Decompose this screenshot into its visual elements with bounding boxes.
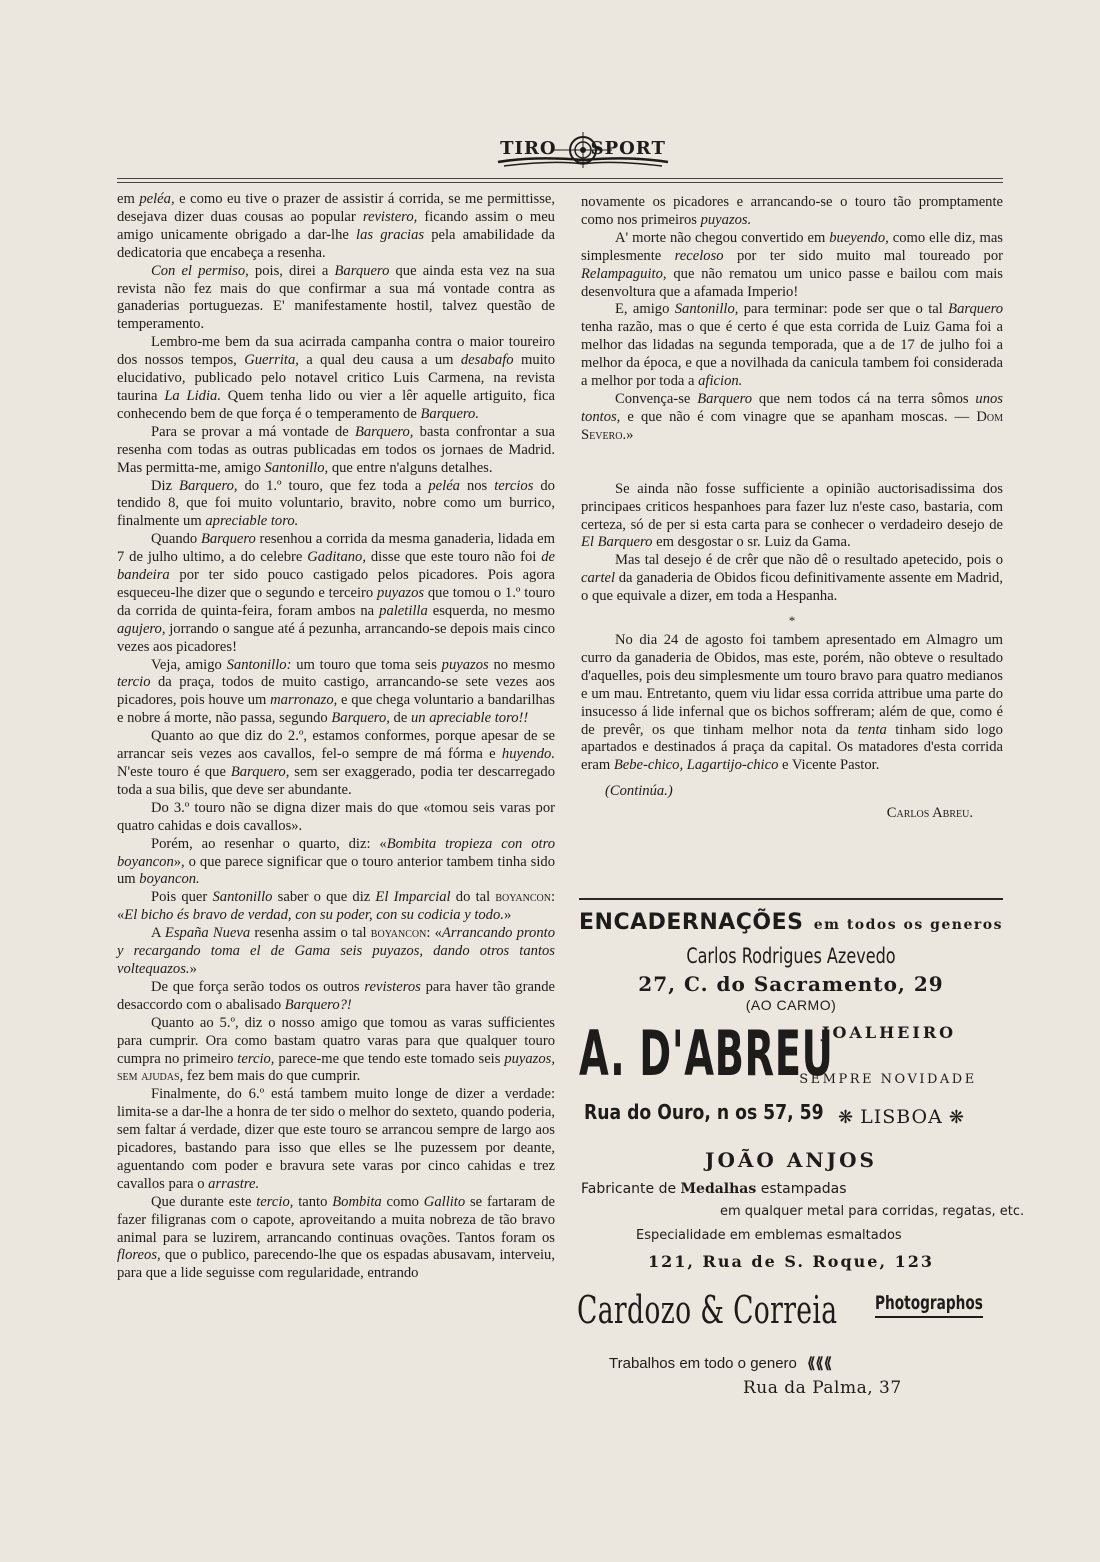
right-column-text-1 <box>581 194 1003 445</box>
paragraph: A España Nueva resenha assim o tal boyancon: «Arrancando pronto y recargando toma el de Gama seis puyazos, dando otros tantos voltequazos.» <box>117 925 556 977</box>
paragraph: Quanto ao 5.º, diz o nosso amigo que tomou as varas sufficientes para cumprir. Ora como bastam quatro varas para que qualquer touro cumpra no primeiro tercio, parece-me que tendo este tomado seis puyazos, sem ajudas, fez bem mais do que cumprir. <box>117 1014 555 1085</box>
ad-abreu-name: A. D'ABREU <box>579 1017 834 1090</box>
paragraph: Se ainda não fosse sufficiente a opinião auctorisadissima dos principaes criticos hespanhoes para fazer luz n'este caso, bastaria, com certeza, só de per si esta carta para se conhecer o verdadeiro desejo de El Barquero em desgostar o sr. Luiz da Gama. <box>581 480 1003 551</box>
ad-cardozo-name: Cardozo & Correia <box>577 1288 838 1332</box>
paragraph: Diz Barquero, do 1.º touro, que fez toda a peléa nos tercios do tendido 8, que foi muito voluntario, bravito, nobre como um burrico, finalmente um apreciable toro. <box>117 477 555 530</box>
ad-encadernacoes-title: ENCADERNAÇÕES <box>579 910 804 935</box>
ad-anjos-address: 121, Rua de S. Roque, 123 <box>648 1252 934 1271</box>
ad-anjos-name: JOÃO ANJOS <box>705 1148 877 1172</box>
right-column <box>581 194 1003 823</box>
paragraph: Pois quer Santonillo saber o que diz El Imparcial do tal boyancon: «El bicho és bravo de verdad, con su poder, con su codicia y todo.» <box>117 889 555 924</box>
ad-abreu-tag: JOALHEIRO <box>821 1023 957 1042</box>
ads-separator <box>579 898 1003 900</box>
left-column <box>117 191 555 1283</box>
ad-anjos-line3: Especialidade em emblemas esmaltados <box>636 1228 902 1243</box>
ad-cardozo-tag: Photographos <box>875 1292 983 1318</box>
paragraph: No dia 24 de agosto foi tambem apresentado em Almagro um curro da ganaderia de Obidos, mas este, porém, não obteve o resultado d'aquelles, pois deu simplesmente um touro bravo para quatro medianos e um mau. Entretanto, quem viu lidar essa corrida attribue uma parte do insucesso á lide infernal que os bichos soffreram; além de que, como é de prevêr, os que tinham melhor nota da tenta tinham sido logo apartados e destinados á praça da capital. Os matadores d'esta corrida eram Bebe-chico, Lagartijo-chico e Vicente Pastor. <box>581 632 1003 774</box>
paragraph: Quanto ao que diz do 2.º, estamos conformes, porque apesar de se arrancar seis vezes aos cavallos, fel-o sempre de má fórma e huyendo. N'este touro é que Barquero, sem ser exaggerado, podia ter descarregado toda a sua bilis, que deve ser abundante. <box>117 728 556 798</box>
paragraph: De que força serão todos os outros revisteros para haver tão grande desaccordo com o abalisado Barquero?! <box>117 978 555 1013</box>
continua-note: (Continúa.) <box>605 783 673 800</box>
author-name: Carlos Abreu. <box>886 805 973 822</box>
paragraph: Finalmente, do 6.º está tambem muito longe de dizer a verdade: limita-se a dar-lhe a honra de ter sido o melhor do sexteto, quando poderia, sem faltar á verdade, dizer que este touro se arrancou sempre de largo aos picadores, bastando para isso que elles se lhe puzessem por deante, aguentando com poder e bravura sete varas por cinco cahidas e trez cavallos para o arrastre. <box>117 1086 555 1192</box>
ad-anjos-line2: em qualquer metal para corridas, regatas, etc. <box>720 1204 1025 1219</box>
paragraph: Para se provar a má vontade de Barquero, basta confrontar a sua resenha com todas as outras publicadas em todos os jornaes de Madrid. Mas permitta-me, amigo Santonillo, que entre n'alguns detalhes. <box>117 423 555 476</box>
paragraph: E, amigo Santonillo, para terminar: pode ser que o tal Barquero tenha razão, mas o que é certo é que esta corrida de Luiz Gama foi a melhor das lidadas na segunda temporada, que a de 17 de julho foi a melhor da época, e que a novilhada da canicula tambem foi considerada a melhor por toda a aficion. <box>581 301 1004 390</box>
masthead-logo <box>494 126 672 170</box>
ad-abreu-address: Rua do Ouro, n os 57, 59 <box>584 1100 824 1124</box>
header-rule-bottom <box>117 182 1003 183</box>
arrows-ornament-icon: ⟪⟪⟪ <box>807 1355 833 1372</box>
ad-anjos-line1-post: estampadas <box>760 1181 847 1197</box>
ad-abreu-slogan: SEMPRE NOVIDADE <box>799 1072 977 1087</box>
ad-cardozo-line1-text: Trabalhos em todo o genero <box>609 1355 797 1372</box>
section-separator: * <box>788 613 796 629</box>
ad-encadernacoes-address: 27, C. do Sacramento, 29 <box>638 972 944 996</box>
paragraph: novamente os picadores e arrancando-se o touro tão promptamente como nos primeiros puyazos. <box>581 194 1003 228</box>
ad-abreu-city: LISBOA <box>860 1106 943 1128</box>
ad-anjos-line1 <box>581 1181 847 1197</box>
article-signoff <box>581 783 1003 823</box>
masthead-left: TIRO <box>500 137 557 159</box>
ad-anjos-line1-bold: Medalhas <box>680 1181 757 1197</box>
paragraph: Que durante este tercio, tanto Bombita como Gallito se fartaram de fazer filigranas com o capote, aproveitando a muita nobreza de tão bravo animal para se luzirem, arrancando continuas ovações. Tantos foram os floreos, que o publico, parecendo-lhe que os espadas abusavam, interveiu, para que a lide seguisse com regularidade, entrando <box>117 1193 555 1282</box>
paragraph: Do 3.º touro não se digna dizer mais do que «tomou seis varas por quatro cahidas e dois cavallos». <box>117 799 555 834</box>
flower-ornament-icon: ❋ <box>838 1107 855 1128</box>
ad-encadernacoes-note: (AO CARMO) <box>745 997 837 1013</box>
header-rule-top <box>117 178 1003 179</box>
paragraph: em peléa, e como eu tive o prazer de assistir á corrida, se me permittisse, desejava dizer duas cousas ao popular revistero, ficando assim o meu amigo unicamente obrigado a dar-lhe las gracias pela amabilidade da dedicatoria que encabeça a resenha. <box>117 191 555 261</box>
ad-cardozo-line1 <box>609 1354 832 1372</box>
ad-encadernacoes <box>579 910 1003 942</box>
paragraph: Porém, ao resenhar o quarto, diz: «Bombita tropieza con otro boyancon», o que parece significar que o touro anterior tambem tinha sido um boyancon. <box>117 835 555 888</box>
ad-abreu-city-line <box>832 1106 971 1128</box>
ad-cardozo-address: Rua da Palma, 37 <box>743 1378 902 1398</box>
paragraph: Con el permiso, pois, direi a Barquero que ainda esta vez na sua revista não fez mais do que confirmar a sua má vontade contra as ganaderias portuguezas. E' manifestamente hostil, talvez questão de temperamento. <box>117 262 555 333</box>
paragraph: Veja, amigo Santonillo: um touro que toma seis puyazos no mesmo tercio da praça, todos de muito castigo, arrancando-se sete vezes aos picadores, pois houve um marronazo, e que chega voluntario a bandarilhas e nobre á morte, não passa, segundo Barquero, de un apreciable toro!! <box>117 656 555 727</box>
flower-ornament-icon: ❋ <box>948 1107 965 1128</box>
masthead-right: SPORT <box>590 137 666 159</box>
left-column-text <box>117 191 555 1283</box>
right-column-text-3 <box>581 632 1003 775</box>
right-column-text-2 <box>581 481 1003 606</box>
ad-encadernacoes-name: Carlos Rodrigues Azevedo <box>686 944 896 968</box>
ad-encadernacoes-subtitle: em todos os generos <box>813 917 1003 933</box>
paragraph: Quando Barquero resenhou a corrida da mesma ganaderia, lidada em 7 de julho ultimo, a do celebre Gaditano, disse que este touro não foi de bandeira por ter sido pouco castigado pelos picadores. Pois agora esqueceu-lhe dizer que o segundo e terceiro puyazos que tomou o 1.º touro da corrida de quinta-feira, foram ambos na paletilla esquerda, no mesmo agujero, jorrando o sangue até á pezunha, arrancando-se depois mais cinco vezes aos picadores! <box>117 531 556 655</box>
paragraph: Lembro-me bem da sua acirrada campanha contra o maior toureiro dos nossos tempos, Guerrita, a qual deu causa a um desabafo muito elucidativo, publicado pelo notavel critico Luis Carmena, na revista taurina La Lidia. Quem tenha lido ou vier a lêr aquelle artiguito, fica conhecendo bem de que força é o temperamento de Barquero. <box>117 334 556 422</box>
paragraph: Convença-se Barquero que nem todos cá na terra sômos unos tontos, e que não é com vinagre que se apanham moscas. — Dom Severo.» <box>581 390 1003 443</box>
ad-anjos-line1-pre: Fabricante de <box>581 1181 677 1197</box>
paragraph: A' morte não chegou convertido em bueyendo, como elle diz, mas simplesmente receloso por ter sido muito mal toureado por Relampaguito, que não rematou um unico passe e bailou com mais desenvoltura que a afamada Imperio! <box>581 229 1003 300</box>
paragraph: Mas tal desejo é de crêr que não dê o resultado apetecido, pois o cartel da ganaderia de Obidos ficou definitivamente assente em Madrid, o que equivale a dizer, em toda a Hespanha. <box>581 552 1003 605</box>
